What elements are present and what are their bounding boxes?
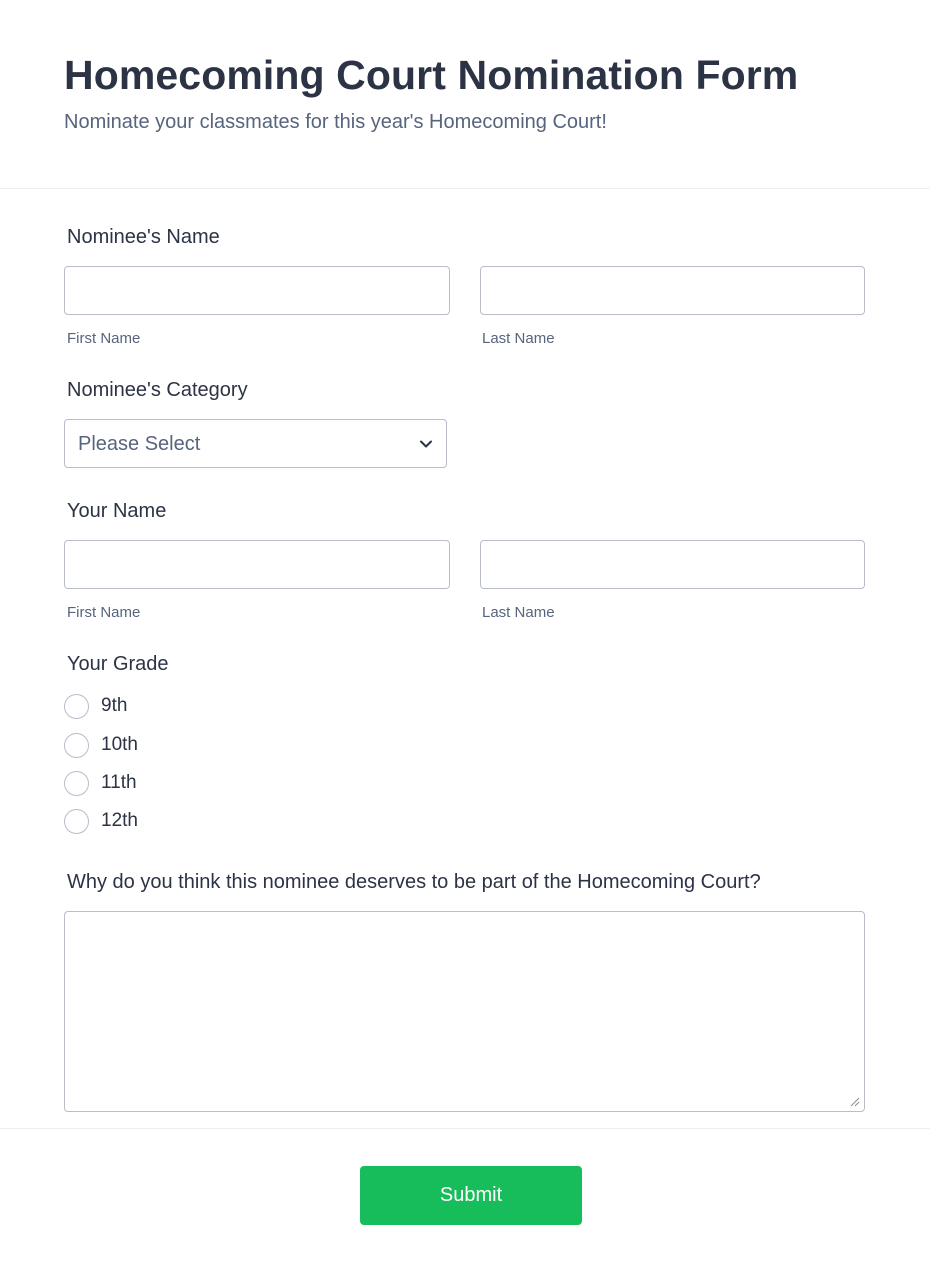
nominee-name-label: Nominee's Name: [67, 226, 220, 248]
grade-option-12th[interactable]: [64, 809, 264, 835]
grade-option-11th[interactable]: [64, 771, 264, 797]
reason-textarea[interactable]: [64, 911, 865, 1112]
form-title: Homecoming Court Nomination Form: [64, 52, 799, 98]
your-last-name-input[interactable]: [480, 540, 865, 589]
your-last-name-sublabel: Last Name: [482, 604, 555, 621]
nominee-category-selected-value: Please Select: [78, 433, 201, 455]
nominee-category-label: Nominee's Category: [67, 379, 248, 401]
nominee-category-select[interactable]: [64, 419, 447, 468]
resize-handle-icon[interactable]: [850, 1097, 860, 1107]
radio-unchecked-icon[interactable]: [64, 809, 89, 834]
grade-option-label: 11th: [101, 772, 137, 793]
grade-option-9th[interactable]: [64, 694, 264, 720]
submit-button[interactable]: Submit: [360, 1166, 582, 1225]
your-grade-label: Your Grade: [67, 653, 169, 675]
grade-option-label: 9th: [101, 695, 128, 716]
form-subtitle: Nominate your classmates for this year's Homecoming Court!: [64, 111, 607, 133]
radio-unchecked-icon[interactable]: [64, 771, 89, 796]
radio-unchecked-icon[interactable]: [64, 733, 89, 758]
nominee-last-name-input[interactable]: [480, 266, 865, 315]
nominee-last-name-sublabel: Last Name: [482, 330, 555, 347]
chevron-down-icon: [419, 437, 433, 451]
nominee-first-name-sublabel: First Name: [67, 330, 141, 347]
footer-divider: [0, 1128, 930, 1129]
nominee-first-name-input[interactable]: [64, 266, 450, 315]
grade-option-label: 12th: [101, 810, 138, 831]
reason-label: Why do you think this nominee deserves to be part of the Homecoming Court?: [67, 871, 761, 893]
grade-option-label: 10th: [101, 734, 138, 755]
your-first-name-input[interactable]: [64, 540, 450, 589]
your-first-name-sublabel: First Name: [67, 604, 141, 621]
radio-unchecked-icon[interactable]: [64, 694, 89, 719]
grade-option-10th[interactable]: [64, 733, 264, 759]
your-name-label: Your Name: [67, 500, 167, 522]
form-header: [0, 0, 930, 189]
